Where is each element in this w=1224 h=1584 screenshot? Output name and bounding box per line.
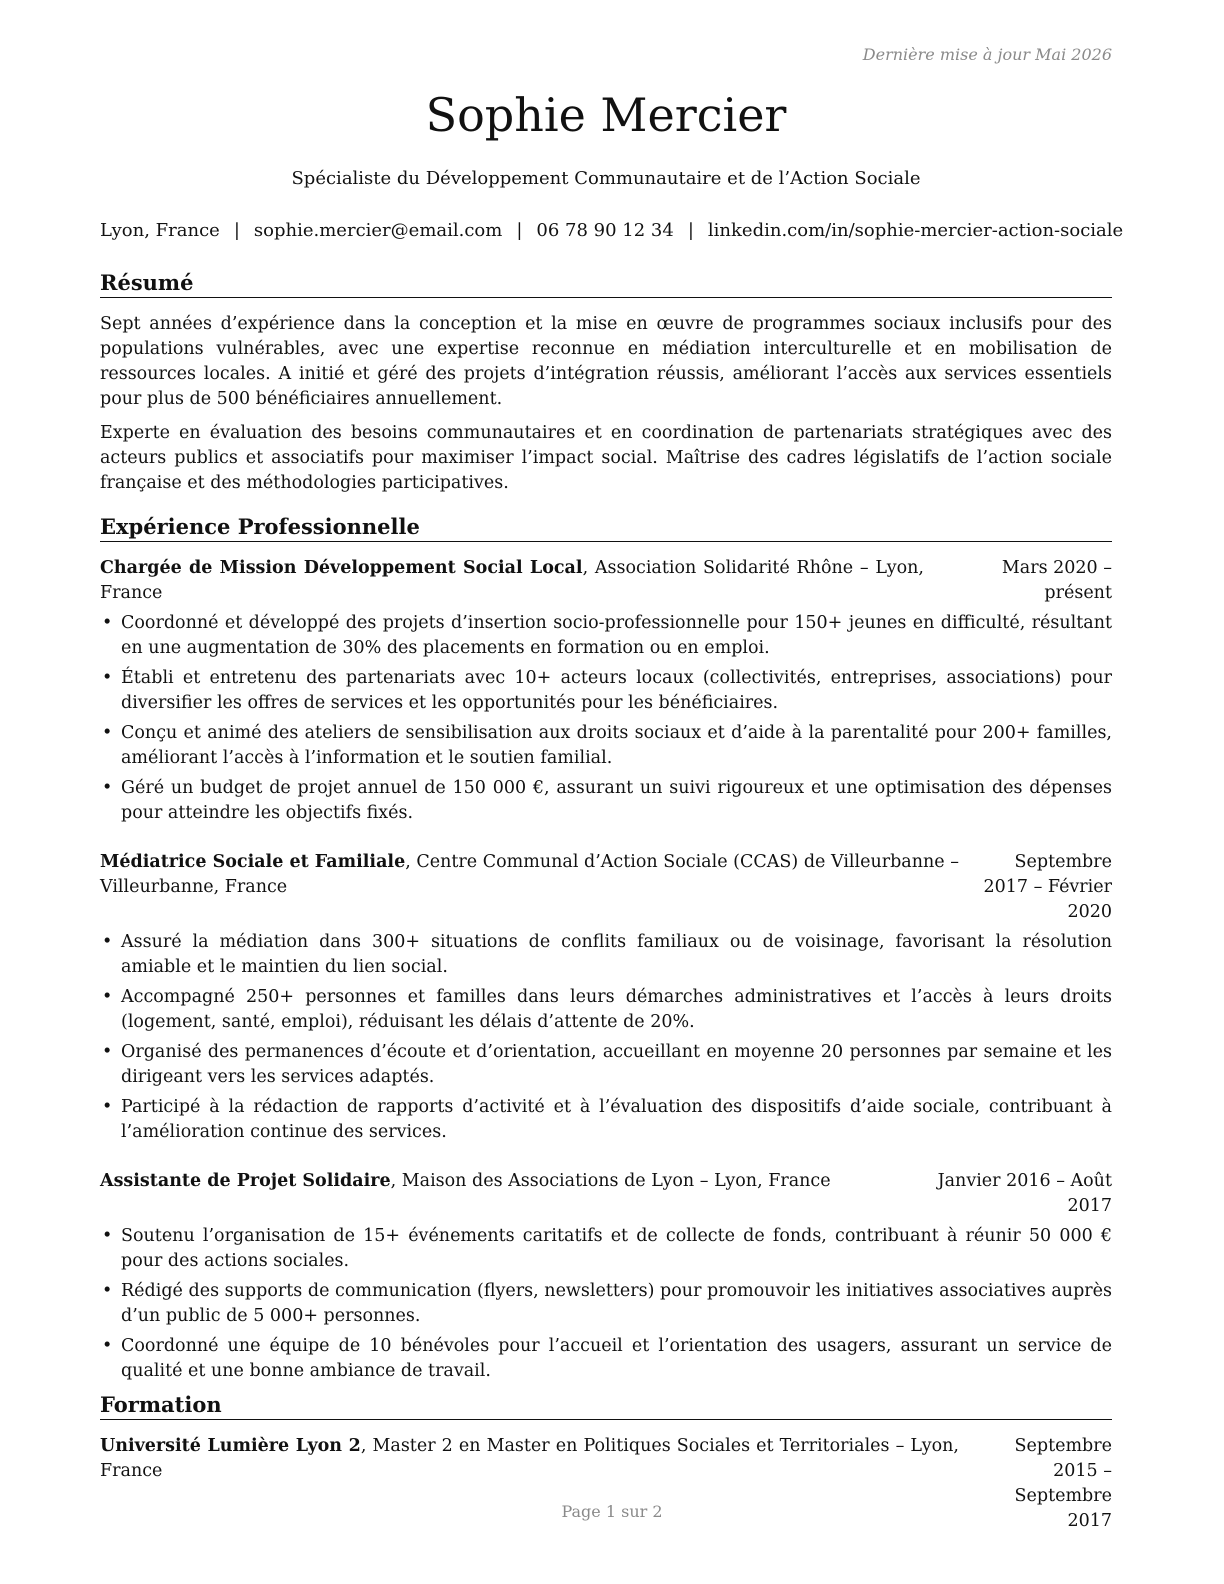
job-organization: , Centre Communal d’Action Sociale (CCAS) de Villeurbanne – Villeurbanne, France: [100, 852, 959, 897]
bullet-text: Établi et entretenu des partenariats avec 10+ acteurs locaux (collectivités, entreprises, associations) pour diversifier les offres de services et les opportunités pour les bénéficiaires.: [121, 668, 1112, 713]
job-bullets: [100, 611, 1112, 826]
job-entry: [100, 850, 1112, 1145]
contact-location: Lyon, France: [100, 220, 220, 241]
separator: |: [516, 220, 523, 241]
section-title-education: Formation: [100, 1392, 1112, 1420]
headline: Spécialiste du Développement Communautaire et de l’Action Sociale: [291, 168, 921, 189]
summary-paragraph: Experte en évaluation des besoins communautaires et en coordination de partenariats stratégiques avec des acteurs publics et associatifs pour maximiser l’impact social. Maîtrise des cadres législatifs de l’action sociale française et des méthodologies participatives.: [100, 423, 1112, 493]
section-title-experience: Expérience Professionnelle: [100, 514, 1112, 542]
job-bullets: [100, 930, 1112, 1145]
bullet-text: Organisé des permanences d’écoute et d’orientation, accueillant en moyenne 20 personnes par semaine et les dirigeant vers les services adaptés.: [121, 1042, 1112, 1087]
bullet-item: [100, 721, 1112, 771]
section-title-summary: Résumé: [100, 270, 1112, 298]
bullet-icon: •: [102, 1336, 113, 1356]
job-role: Médiatrice Sociale et Familiale: [100, 852, 406, 872]
separator: |: [687, 220, 694, 241]
contact-email[interactable]: sophie.mercier@email.com: [253, 220, 503, 241]
job-organization: , Association Solidarité Rhône – Lyon, France: [100, 558, 924, 603]
bullet-item: [100, 1095, 1112, 1145]
job-dates: Mars 2020 – présent: [1001, 558, 1112, 603]
contact-line: [100, 220, 1124, 241]
bullet-icon: •: [102, 723, 113, 743]
bullet-text: Conçu et animé des ateliers de sensibilisation aux droits sociaux et d’aide à la parentalité pour 200+ familles, améliorant l’accès à l’information et le soutien familial.: [121, 723, 1112, 768]
bullet-text: Participé à la rédaction de rapports d’activité et à l’évaluation des dispositifs d’aide sociale, contribuant à l’amélioration continue des services.: [121, 1097, 1112, 1142]
job-header: [100, 1169, 1112, 1219]
experience-section: [100, 514, 1112, 1384]
contact-phone: 06 78 90 12 34: [536, 220, 674, 241]
resume-content: [100, 270, 1112, 1539]
candidate-name: Sophie Mercier: [425, 88, 787, 142]
bullet-icon: •: [102, 1226, 113, 1246]
bullet-icon: •: [102, 932, 113, 952]
separator: |: [233, 220, 240, 241]
bullet-item: [100, 1334, 1112, 1384]
job-role: Assistante de Projet Solidaire: [100, 1171, 391, 1191]
job-dates: Janvier 2016 – Août 2017: [937, 1171, 1112, 1216]
resume-page: [100, 0, 1124, 1584]
job-dates: Septembre 2017 – Février 2020: [983, 852, 1112, 922]
bullet-icon: •: [102, 778, 113, 798]
education-dates: Septembre 2015 – Septembre 2017: [1014, 1436, 1112, 1531]
education-detail: , Master 2 en Master en Politiques Sociales et Territoriales – Lyon, France: [100, 1436, 959, 1481]
bullet-item: [100, 985, 1112, 1035]
job-organization: , Maison des Associations de Lyon – Lyon, France: [390, 1171, 831, 1191]
education-school: Université Lumière Lyon 2: [100, 1436, 361, 1456]
bullet-item: [100, 776, 1112, 826]
bullet-text: Rédigé des supports de communication (flyers, newsletters) pour promouvoir les initiatives associatives auprès d’un public de 5 000+ personnes.: [121, 1281, 1112, 1326]
bullet-icon: •: [102, 613, 113, 633]
bullet-item: [100, 1224, 1112, 1274]
bullet-text: Soutenu l’organisation de 15+ événements caritatifs et de collecte de fonds, contribuant à réunir 50 000 € pour des actions sociales.: [121, 1226, 1112, 1271]
bullet-text: Coordonné une équipe de 10 bénévoles pour l’accueil et l’orientation des usagers, assurant un service de qualité et une bonne ambiance de travail.: [121, 1336, 1112, 1381]
summary-section: [100, 270, 1112, 496]
job-entry: [100, 1169, 1112, 1384]
last-updated: Dernière mise à jour Mai 2026: [862, 45, 1112, 64]
job-role: Chargée de Mission Développement Social Local: [100, 558, 583, 578]
page-number: Page 1 sur 2: [561, 1502, 663, 1521]
bullet-item: [100, 930, 1112, 980]
summary-paragraph: Sept années d’expérience dans la conception et la mise en œuvre de programmes sociaux inclusifs pour des populations vulnérables, avec une expertise reconnue en médiation interculturelle et en mobilisation de ressources locales. A initié et géré des projets d’intégration réussis, améliorant l’accès aux services essentiels pour plus de 500 bénéficiaires annuellement.: [100, 314, 1112, 409]
bullet-icon: •: [102, 668, 113, 688]
bullet-text: Assuré la médiation dans 300+ situations de conflits familiaux ou de voisinage, favorisant la résolution amiable et le maintien du lien social.: [121, 932, 1112, 977]
bullet-icon: •: [102, 1042, 113, 1062]
bullet-text: Géré un budget de projet annuel de 150 000 €, assurant un suivi rigoureux et une optimisation des dépenses pour atteindre les objectifs fixés.: [121, 778, 1112, 823]
job-entry: [100, 556, 1112, 826]
job-header: [100, 850, 1112, 925]
bullet-text: Coordonné et développé des projets d’insertion socio-professionnelle pour 150+ jeunes en difficulté, résultant en une augmentation de 30% des placements en formation ou en emploi.: [121, 613, 1112, 658]
bullet-item: [100, 1279, 1112, 1329]
bullet-icon: •: [102, 987, 113, 1007]
bullet-icon: •: [102, 1097, 113, 1117]
bullet-item: [100, 611, 1112, 661]
job-header: [100, 556, 1112, 606]
job-bullets: [100, 1224, 1112, 1384]
bullet-text: Accompagné 250+ personnes et familles dans leurs démarches administratives et l’accès à leurs droits (logement, santé, emploi), réduisant les délais d’attente de 20%.: [121, 987, 1112, 1032]
bullet-icon: •: [102, 1281, 113, 1301]
bullet-item: [100, 1040, 1112, 1090]
contact-linkedin[interactable]: linkedin.com/in/sophie-mercier-action-sociale: [707, 220, 1124, 241]
bullet-item: [100, 666, 1112, 716]
